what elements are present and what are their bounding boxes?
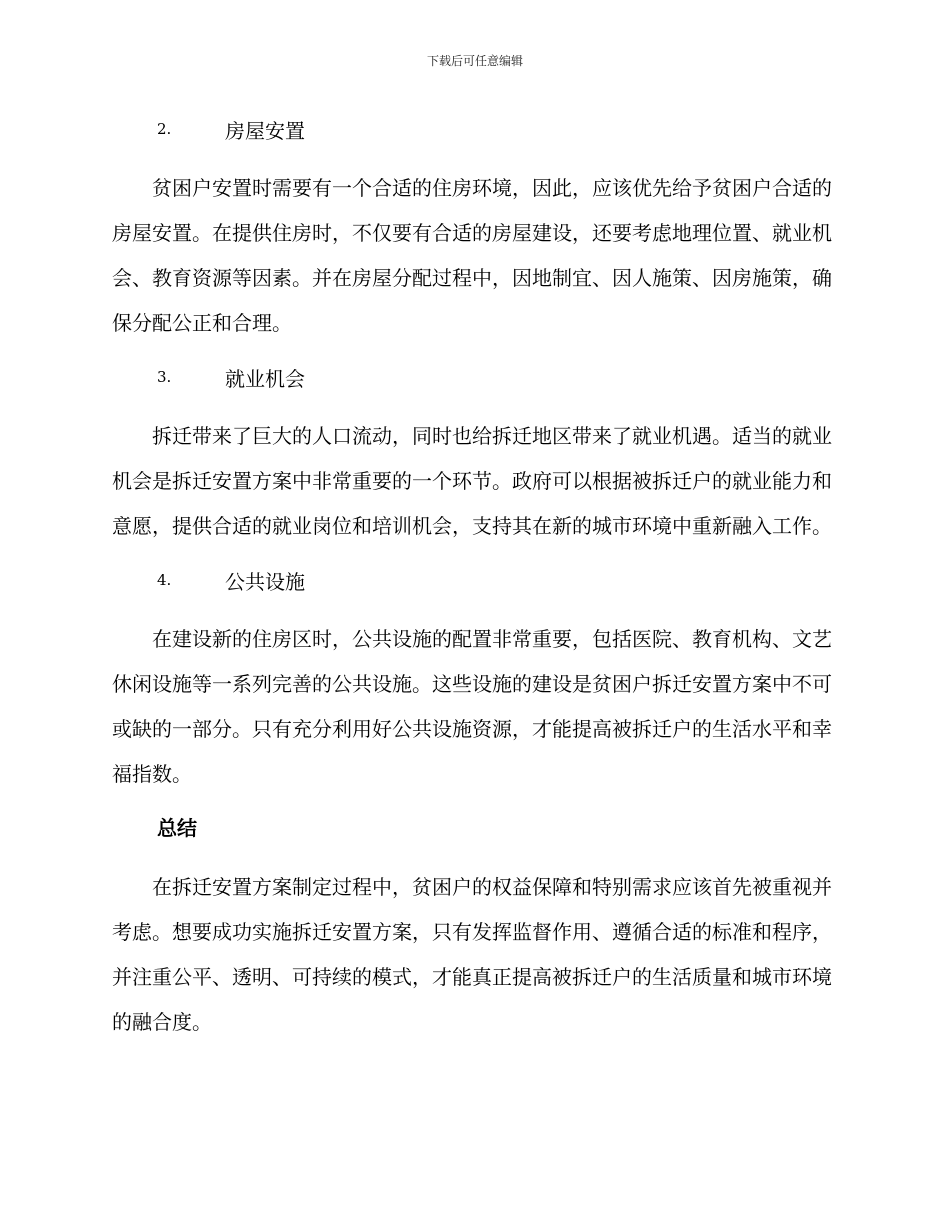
section-number: 3. (157, 368, 172, 386)
section-summary (112, 809, 832, 1045)
summary-paragraph: 在拆迁安置方案制定过程中，贫困户的权益保障和特别需求应该首先被重视并考虑。想要成功实施拆迁安置方案，只有发挥监督作用、遵循合适的标准和程序，并注重公平、透明、可持续的模式，才能真正提高被拆迁户的生活质量和城市环境的融合度。 (112, 875, 832, 1034)
summary-heading: 总结 (157, 816, 197, 840)
section-public-facilities (112, 561, 832, 797)
section-title: 房屋安置 (225, 118, 305, 143)
section-number: 2. (157, 120, 172, 138)
section-heading (112, 110, 832, 148)
section-number: 4. (157, 571, 172, 589)
section-title: 公共设施 (225, 569, 305, 594)
section-paragraph: 在建设新的住房区时，公共设施的配置非常重要，包括医院、教育机构、文艺休闲设施等一系列完善的公共设施。这些设施的建设是贫困户拆迁安置方案中不可或缺的一部分。只有充分利用好公共设施资源，才能提高被拆迁户的生活水平和幸福指数。 (112, 627, 832, 786)
section-heading (112, 561, 832, 599)
page-header: 下载后可任意编辑 (426, 54, 523, 68)
document-body (112, 110, 832, 1057)
section-title: 就业机会 (225, 366, 305, 391)
section-heading (112, 358, 832, 396)
section-employment (112, 358, 832, 549)
section-housing (112, 110, 832, 346)
section-paragraph: 贫困户安置时需要有一个合适的住房环境，因此，应该优先给予贫困户合适的房屋安置。在提供住房时，不仅要有合适的房屋建设，还要考虑地理位置、就业机会、教育资源等因素。并在房屋分配过程中，因地制宜、因人施策、因房施策，确保分配公正和合理。 (112, 176, 832, 335)
section-paragraph: 拆迁带来了巨大的人口流动，同时也给拆迁地区带来了就业机遇。适当的就业机会是拆迁安置方案中非常重要的一个环节。政府可以根据被拆迁户的就业能力和意愿，提供合适的就业岗位和培训机会，支持其在新的城市环境中重新融入工作。 (112, 424, 832, 538)
